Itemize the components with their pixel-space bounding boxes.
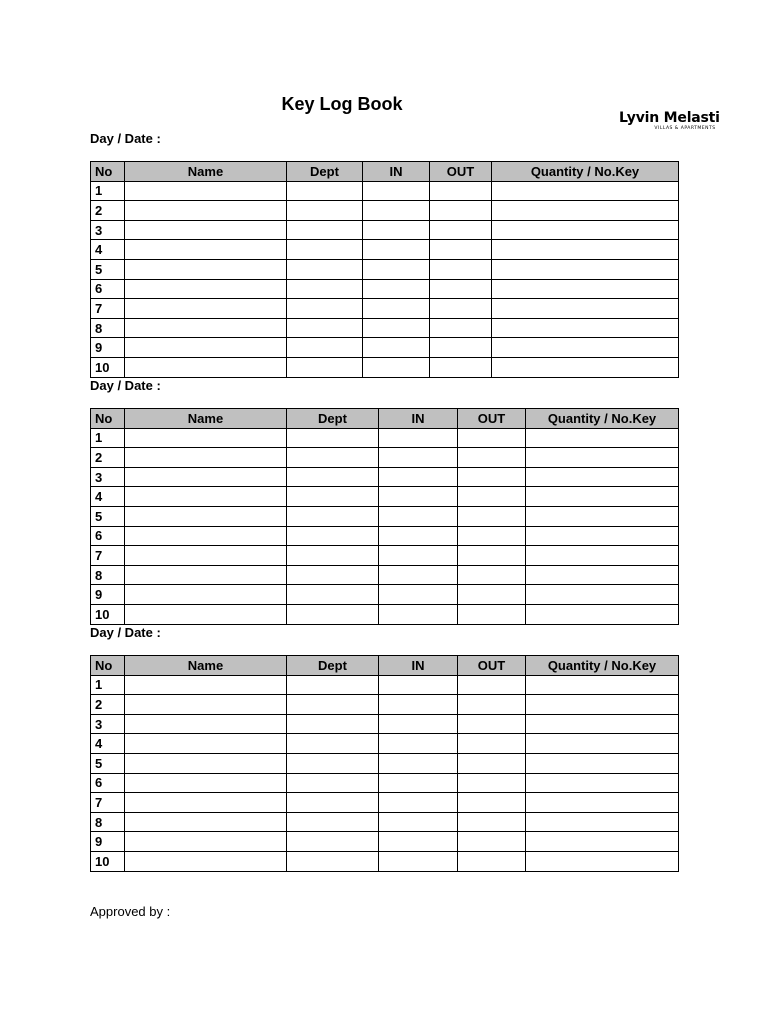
table-row [91,299,679,319]
out-cell[interactable] [458,773,526,793]
out-cell[interactable] [430,357,492,377]
in-cell[interactable] [379,675,458,695]
header-out: OUT [458,656,526,676]
quantity-cell[interactable] [492,299,679,319]
dept-cell[interactable] [287,181,363,201]
out-cell[interactable] [430,259,492,279]
dept-cell[interactable] [287,240,363,260]
name-cell[interactable] [125,240,287,260]
name-cell[interactable] [125,565,287,585]
table-row [91,338,679,358]
row-number: 1 [91,675,125,695]
header-out: OUT [458,409,526,429]
out-cell[interactable] [458,734,526,754]
in-cell[interactable] [363,318,430,338]
name-cell[interactable] [125,279,287,299]
table-row [91,832,679,852]
in-cell[interactable] [363,357,430,377]
in-cell[interactable] [379,695,458,715]
out-cell[interactable] [458,793,526,813]
row-number: 7 [91,546,125,566]
quantity-cell[interactable] [526,585,679,605]
out-cell[interactable] [430,279,492,299]
out-cell[interactable] [458,832,526,852]
name-cell[interactable] [125,357,287,377]
table-row [91,773,679,793]
row-number: 3 [91,714,125,734]
header-no: No [91,656,125,676]
table-body [91,181,679,377]
name-cell[interactable] [125,585,287,605]
table-header-row [91,409,679,429]
name-cell[interactable] [125,467,287,487]
row-number: 6 [91,526,125,546]
out-cell[interactable] [430,318,492,338]
table-row [91,487,679,507]
name-cell[interactable] [125,753,287,773]
dept-cell[interactable] [287,428,379,448]
out-cell[interactable] [458,565,526,585]
table-row [91,357,679,377]
in-cell[interactable] [363,338,430,358]
row-number: 4 [91,487,125,507]
in-cell[interactable] [363,240,430,260]
in-cell[interactable] [379,734,458,754]
out-cell[interactable] [458,753,526,773]
row-number: 10 [91,357,125,377]
out-cell[interactable] [458,546,526,566]
day-date-label-1: Day / Date : [90,131,161,146]
table-row [91,675,679,695]
logo-subtitle: VILLAS & APARTMENTS [654,126,716,131]
header-quantity: Quantity / No.Key [526,409,679,429]
row-number: 1 [91,181,125,201]
name-cell[interactable] [125,675,287,695]
quantity-cell[interactable] [526,565,679,585]
quantity-cell[interactable] [526,546,679,566]
out-cell[interactable] [458,448,526,468]
quantity-cell[interactable] [526,604,679,624]
row-number: 8 [91,812,125,832]
header-in: IN [363,162,430,182]
dept-cell[interactable] [287,526,379,546]
dept-cell[interactable] [287,585,379,605]
dept-cell[interactable] [287,487,379,507]
row-number: 9 [91,832,125,852]
out-cell[interactable] [458,812,526,832]
in-cell[interactable] [379,793,458,813]
table-row [91,565,679,585]
table-row [91,734,679,754]
dept-cell[interactable] [287,299,363,319]
in-cell[interactable] [363,220,430,240]
key-log-table-1 [90,161,679,378]
table-row [91,201,679,221]
name-cell[interactable] [125,773,287,793]
quantity-cell[interactable] [526,448,679,468]
row-number: 2 [91,201,125,221]
quantity-cell[interactable] [492,318,679,338]
dept-cell[interactable] [287,565,379,585]
quantity-cell[interactable] [526,428,679,448]
table-header-row [91,162,679,182]
header-name: Name [125,409,287,429]
header-name: Name [125,656,287,676]
table-row [91,467,679,487]
in-cell[interactable] [379,526,458,546]
row-number: 10 [91,604,125,624]
name-cell[interactable] [125,299,287,319]
table-row [91,259,679,279]
quantity-cell[interactable] [526,695,679,715]
quantity-cell[interactable] [492,220,679,240]
dept-cell[interactable] [287,734,379,754]
in-cell[interactable] [379,832,458,852]
table-row [91,240,679,260]
table-row [91,695,679,715]
name-cell[interactable] [125,793,287,813]
quantity-cell[interactable] [526,753,679,773]
quantity-cell[interactable] [492,181,679,201]
name-cell[interactable] [125,201,287,221]
name-cell[interactable] [125,526,287,546]
table-row [91,812,679,832]
in-cell[interactable] [379,487,458,507]
table-body [91,428,679,624]
in-cell[interactable] [363,181,430,201]
in-cell[interactable] [363,279,430,299]
in-cell[interactable] [379,753,458,773]
page-title: Key Log Book [281,94,403,114]
in-cell[interactable] [379,773,458,793]
quantity-cell[interactable] [526,773,679,793]
out-cell[interactable] [458,487,526,507]
name-cell[interactable] [125,695,287,715]
table-row [91,546,679,566]
out-cell[interactable] [458,428,526,448]
quantity-cell[interactable] [526,734,679,754]
row-number: 9 [91,585,125,605]
name-cell[interactable] [125,448,287,468]
name-cell[interactable] [125,506,287,526]
dept-cell[interactable] [287,773,379,793]
table-row [91,448,679,468]
table-row [91,753,679,773]
out-cell[interactable] [458,585,526,605]
dept-cell[interactable] [287,506,379,526]
name-cell[interactable] [125,714,287,734]
row-number: 1 [91,428,125,448]
quantity-cell[interactable] [526,467,679,487]
header-name: Name [125,162,287,182]
out-cell[interactable] [458,714,526,734]
quantity-cell[interactable] [526,851,679,871]
key-log-table-3 [90,655,679,872]
out-cell[interactable] [458,851,526,871]
out-cell[interactable] [458,695,526,715]
in-cell[interactable] [379,604,458,624]
row-number: 5 [91,506,125,526]
in-cell[interactable] [379,851,458,871]
name-cell[interactable] [125,812,287,832]
day-date-label-2: Day / Date : [90,378,161,393]
row-number: 6 [91,279,125,299]
quantity-cell[interactable] [526,714,679,734]
name-cell[interactable] [125,734,287,754]
name-cell[interactable] [125,851,287,871]
out-cell[interactable] [458,675,526,695]
dept-cell[interactable] [287,832,379,852]
table-row [91,793,679,813]
quantity-cell[interactable] [492,357,679,377]
quantity-cell[interactable] [492,279,679,299]
dept-cell[interactable] [287,714,379,734]
header-quantity: Quantity / No.Key [492,162,679,182]
row-number: 8 [91,565,125,585]
dept-cell[interactable] [287,546,379,566]
row-number: 5 [91,753,125,773]
key-log-table-2 [90,408,679,625]
dept-cell[interactable] [287,318,363,338]
table-row [91,714,679,734]
table-row [91,279,679,299]
dept-cell[interactable] [287,201,363,221]
name-cell[interactable] [125,181,287,201]
name-cell[interactable] [125,546,287,566]
in-cell[interactable] [379,448,458,468]
dept-cell[interactable] [287,793,379,813]
logo-name: Lyvin Melasti [619,110,720,126]
name-cell[interactable] [125,428,287,448]
table-body [91,675,679,871]
row-number: 3 [91,220,125,240]
table-row [91,220,679,240]
quantity-cell[interactable] [526,675,679,695]
out-cell[interactable] [458,526,526,546]
out-cell[interactable] [430,181,492,201]
quantity-cell[interactable] [492,338,679,358]
out-cell[interactable] [430,338,492,358]
in-cell[interactable] [363,259,430,279]
dept-cell[interactable] [287,812,379,832]
row-number: 2 [91,695,125,715]
out-cell[interactable] [430,240,492,260]
in-cell[interactable] [363,201,430,221]
table-header-row [91,656,679,676]
quantity-cell[interactable] [526,812,679,832]
table-row [91,585,679,605]
out-cell[interactable] [430,220,492,240]
out-cell[interactable] [430,299,492,319]
in-cell[interactable] [379,714,458,734]
row-number: 4 [91,240,125,260]
table-row [91,851,679,871]
name-cell[interactable] [125,487,287,507]
row-number: 3 [91,467,125,487]
row-number: 2 [91,448,125,468]
table-row [91,318,679,338]
table-row [91,428,679,448]
header-no: No [91,162,125,182]
dept-cell[interactable] [287,467,379,487]
header-no: No [91,409,125,429]
dept-cell[interactable] [287,851,379,871]
row-number: 5 [91,259,125,279]
row-number: 7 [91,793,125,813]
header-in: IN [379,656,458,676]
out-cell[interactable] [458,604,526,624]
name-cell[interactable] [125,338,287,358]
in-cell[interactable] [379,546,458,566]
dept-cell[interactable] [287,357,363,377]
dept-cell[interactable] [287,279,363,299]
header-dept: Dept [287,656,379,676]
table-row [91,181,679,201]
quantity-cell[interactable] [526,526,679,546]
dept-cell[interactable] [287,753,379,773]
quantity-cell[interactable] [526,793,679,813]
name-cell[interactable] [125,220,287,240]
dept-cell[interactable] [287,604,379,624]
quantity-cell[interactable] [526,832,679,852]
dept-cell[interactable] [287,220,363,240]
dept-cell[interactable] [287,259,363,279]
in-cell[interactable] [379,467,458,487]
header-dept: Dept [287,162,363,182]
table-row [91,506,679,526]
quantity-cell[interactable] [526,506,679,526]
in-cell[interactable] [379,506,458,526]
name-cell[interactable] [125,604,287,624]
table-row [91,526,679,546]
row-number: 8 [91,318,125,338]
row-number: 7 [91,299,125,319]
quantity-cell[interactable] [492,201,679,221]
quantity-cell[interactable] [492,240,679,260]
row-number: 6 [91,773,125,793]
dept-cell[interactable] [287,695,379,715]
out-cell[interactable] [458,506,526,526]
in-cell[interactable] [379,428,458,448]
out-cell[interactable] [430,201,492,221]
name-cell[interactable] [125,259,287,279]
approved-by-label: Approved by : [90,904,171,919]
header-in: IN [379,409,458,429]
company-logo [619,110,729,131]
in-cell[interactable] [379,812,458,832]
dept-cell[interactable] [287,338,363,358]
out-cell[interactable] [458,467,526,487]
header-dept: Dept [287,409,379,429]
quantity-cell[interactable] [526,487,679,507]
header-quantity: Quantity / No.Key [526,656,679,676]
name-cell[interactable] [125,832,287,852]
in-cell[interactable] [379,565,458,585]
quantity-cell[interactable] [492,259,679,279]
row-number: 10 [91,851,125,871]
header-out: OUT [430,162,492,182]
table-row [91,604,679,624]
day-date-label-3: Day / Date : [90,625,161,640]
in-cell[interactable] [363,299,430,319]
row-number: 9 [91,338,125,358]
dept-cell[interactable] [287,448,379,468]
dept-cell[interactable] [287,675,379,695]
name-cell[interactable] [125,318,287,338]
row-number: 4 [91,734,125,754]
in-cell[interactable] [379,585,458,605]
